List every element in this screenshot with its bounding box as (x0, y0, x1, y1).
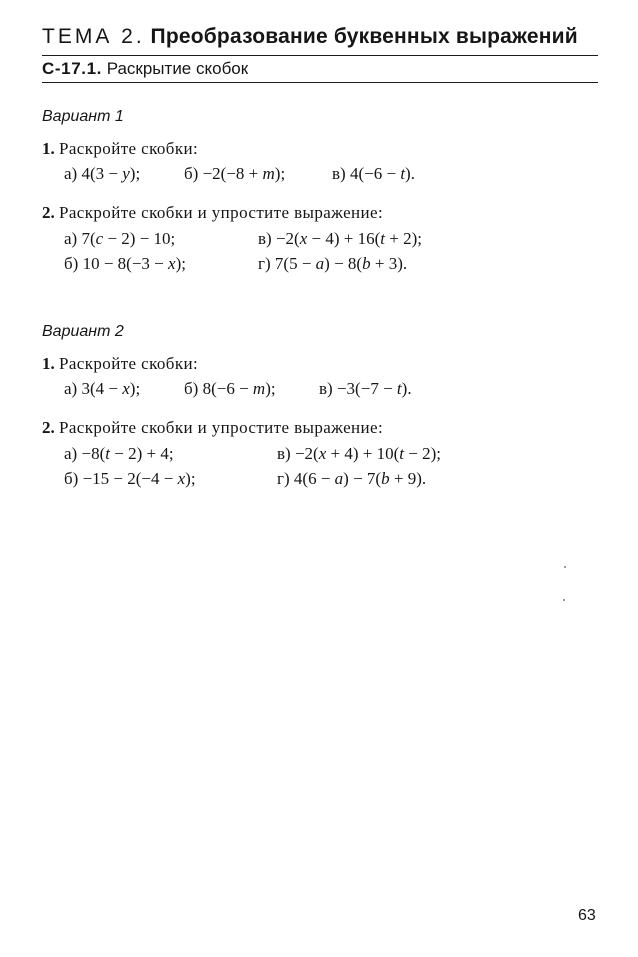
section-code: С-17.1. (42, 59, 102, 78)
exercise-item (332, 163, 415, 185)
topic-label: ТЕМА 2. (42, 25, 145, 48)
exercise-item (184, 163, 285, 185)
exercise-item (64, 163, 140, 185)
header-rule-bottom (42, 82, 598, 83)
variant-2-title: Вариант 2 (42, 323, 124, 340)
item-expression: −2(x − 4) + 16(t + 2); (275, 229, 423, 248)
topic-title: Преобразование буквенных выражений (150, 25, 578, 48)
variant-2-task-1 (42, 353, 198, 375)
variant-2-task-2 (42, 417, 383, 439)
item-label: в) (332, 164, 346, 183)
scan-speck (563, 599, 565, 601)
exercise-item (319, 378, 412, 400)
variant-2-task-2-row-2 (64, 468, 604, 490)
exercise-item (64, 378, 140, 400)
item-expression: −15 − 2(−4 − x); (82, 469, 196, 488)
item-label: б) (184, 164, 199, 183)
task-prompt: Раскройте скобки: (59, 354, 199, 373)
item-label: а) (64, 164, 78, 183)
scan-speck (564, 566, 566, 568)
topic-heading (42, 23, 578, 51)
section-heading (42, 58, 248, 80)
task-prompt: Раскройте скобки и упростите выражение: (59, 203, 384, 222)
item-expression: 7(5 − a) − 8(b + 3). (274, 254, 408, 273)
exercise-item (277, 443, 441, 465)
exercise-item (64, 228, 175, 250)
variant-1-title: Вариант 1 (42, 108, 124, 125)
item-label: б) (64, 469, 79, 488)
variant-1-task-2-row-2 (64, 253, 584, 275)
item-expression: 4(−6 − t). (349, 164, 415, 183)
item-expression: −3(−7 − t). (336, 379, 412, 398)
exercise-item (64, 443, 174, 465)
section-title: Раскрытие скобок (106, 59, 249, 78)
item-label: а) (64, 379, 78, 398)
item-label: в) (319, 379, 333, 398)
item-expression: −2(x + 4) + 10(t − 2); (294, 444, 442, 463)
item-label: г) (258, 254, 271, 273)
item-expression: 7(c − 2) − 10; (81, 229, 176, 248)
variant-1-task-2 (42, 202, 383, 224)
item-label: г) (277, 469, 290, 488)
variant-2-task-2-row-1 (64, 443, 604, 465)
item-expression: 3(4 − x); (81, 379, 141, 398)
item-expression: −8(t − 2) + 4; (81, 444, 174, 463)
variant-1-task-2-row-1 (64, 228, 584, 250)
item-expression: 4(6 − a) − 7(b + 9). (293, 469, 427, 488)
page-number: 63 (578, 907, 596, 924)
task-prompt: Раскройте скобки и упростите выражение: (59, 418, 384, 437)
exercise-item (277, 468, 426, 490)
header-rule-top (42, 55, 598, 56)
variant-1-task-1-items (64, 163, 584, 185)
exercise-item (184, 378, 276, 400)
item-label: б) (64, 254, 79, 273)
item-expression: 4(3 − y); (81, 164, 141, 183)
variant-2-task-1-items (64, 378, 584, 400)
exercise-item (64, 468, 196, 490)
exercise-item (258, 228, 422, 250)
item-label: в) (277, 444, 291, 463)
exercise-item (258, 253, 407, 275)
item-label: а) (64, 229, 78, 248)
task-number: 2. (42, 418, 55, 437)
item-label: а) (64, 444, 78, 463)
item-expression: −2(−8 + m); (202, 164, 286, 183)
item-label: в) (258, 229, 272, 248)
item-expression: 8(−6 − m); (202, 379, 276, 398)
task-number: 1. (42, 354, 55, 373)
exercise-item (64, 253, 186, 275)
task-number: 2. (42, 203, 55, 222)
item-expression: 10 − 8(−3 − x); (82, 254, 186, 273)
variant-1-task-1 (42, 138, 198, 160)
item-label: б) (184, 379, 199, 398)
task-number: 1. (42, 139, 55, 158)
task-prompt: Раскройте скобки: (59, 139, 199, 158)
